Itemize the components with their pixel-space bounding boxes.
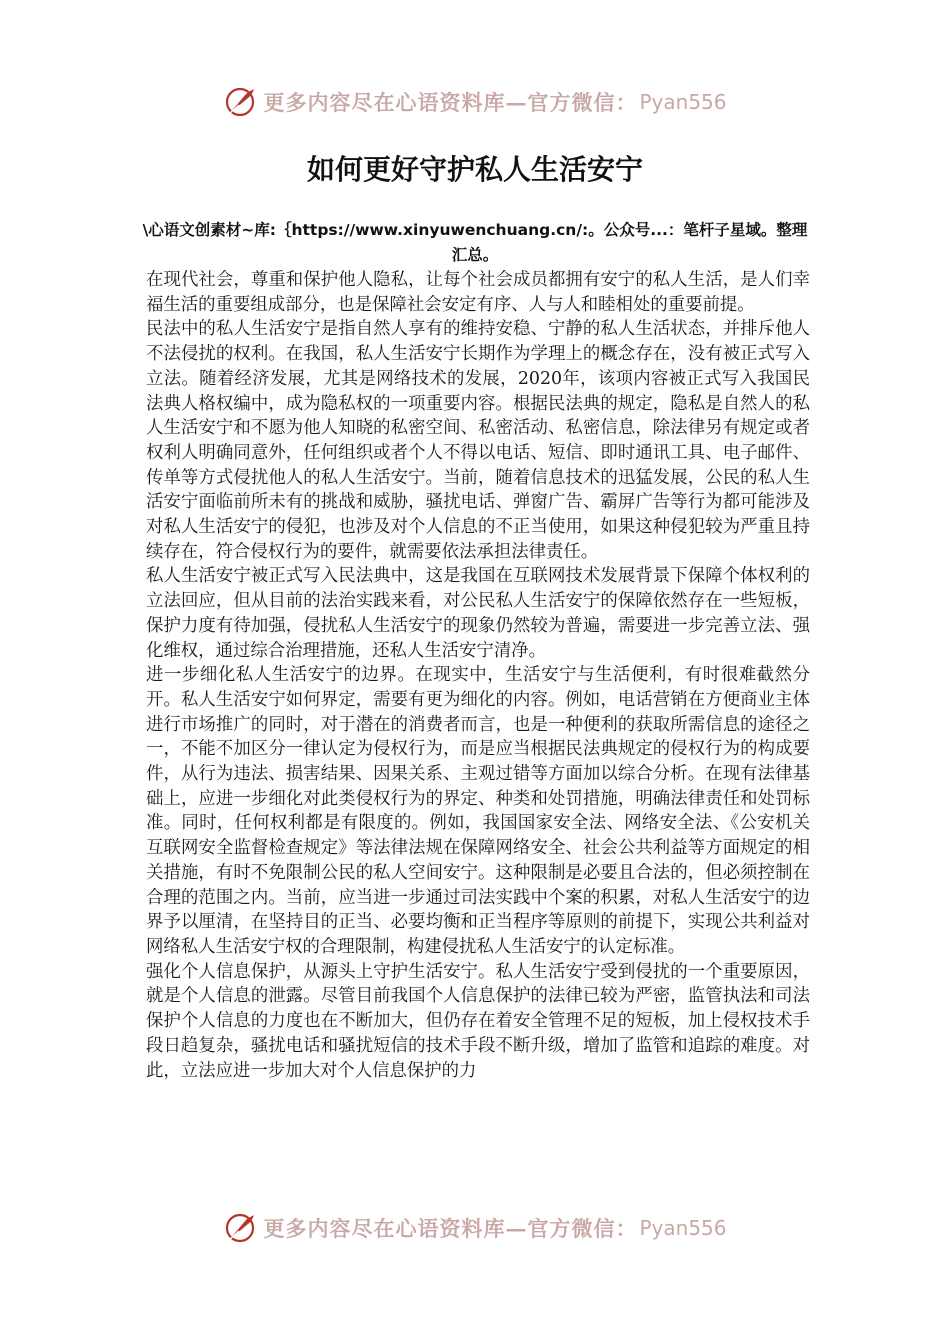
paragraph: 民法中的私人生活安宁是指自然人享有的维持安稳、宁静的私人生活状态，并排斥他人不法侵扰的权利。在我国，私人生活安宁长期作为学理上的概念存在，没有被正式写入立法。随着经济发展，尤其是网络技术的发展，2020年，该项内容被正式写入我国民法典人格权编中，成为隐私权的一项重要内容。根据民法典的规定，隐私是自然人的私人生活安宁和不愿为他人知晓的私密空间、私密活动、私密信息，除法律另有规定或者权利人明确同意外，任何组织或者个人不得以电话、短信、即时通讯工具、电子邮件、传单等方式侵扰他人的私人生活安宁。当前，随着信息技术的迅猛发展，公民的私人生活安宁面临前所未有的挑战和威胁，骚扰电话、弹窗广告、霸屏广告等行为都可能涉及对私人生活安宁的侵犯，也涉及对个人信息的不正当使用，如果这种侵犯较为严重且持续存在，符合侵权行为的要件，就需要依法承担法律责任。 <box>146 319 810 562</box>
paragraph: 在现代社会，尊重和保护他人隐私，让每个社会成员都拥有安宁的私人生活，是人们幸福生活的重要组成部分，也是保障社会安定有序、人与人和睦相处的重要前提。 <box>146 270 810 315</box>
banner-text: 更多内容尽在心语资料库—官方微信： <box>263 1216 638 1241</box>
paragraph: 进一步细化私人生活安宁的边界。在现实中，生活安宁与生活便利，有时很难截然分开。私人生活安宁如何界定，需要有更为细化的内容。例如，电话营销在方便商业主体进行市场推广的同时，对于潜在的消费者而言，也是一种便利的获取所需信息的途径之一，不能不加区分一律认定为侵权行为，而是应当根据民法典规定的侵权行为的构成要件，从行为违法、损害结果、因果关系、主观过错等方面加以综合分析。在现有法律基础上，应进一步细化对此类侵权行为的界定、种类和处罚措施，明确法律责任和处罚标准。同时，任何权利都是有限度的。例如，我国国家安全法、网络安全法、《公安机关互联网安全监督检查规定》等法律法规在保障网络安全、社会公共利益等方面规定的相关措施，有时不免限制公民的私人空间安宁。这种限制是必要且合法的，但必须控制在合理的范围之内。当前，应当进一步通过司法实践中个案的积累，对私人生活安宁的边界予以厘清，在坚持目的正当、必要均衡和正当程序等原则的前提下，实现公共利益对网络私人生活安宁权的合理限制，构建侵扰私人生活安宁的认定标准。 <box>146 665 810 957</box>
source-line: \心语文创素材~库:｛https://www.xinyuwenchuang.cn/:。公众号...：笔杆子星域。整理汇总。 <box>142 221 808 264</box>
header-watermark-banner <box>0 80 950 124</box>
quill-logo-icon <box>223 1211 257 1245</box>
page-title: 如何更好守护私人生活安宁 <box>306 153 643 186</box>
paragraph: 私人生活安宁被正式写入民法典中，这是我国在互联网技术发展背景下保障个体权利的立法回应，但从目前的法治实践来看，对公民私人生活安宁的保障依然存在一些短板，保护力度有待加强，侵扰私人生活安宁的现象仍然较为普遍，需要进一步完善立法、强化维权，通过综合治理措施，还私人生活安宁清净。 <box>146 566 810 661</box>
footer-watermark-banner <box>0 1206 950 1250</box>
banner-text: 更多内容尽在心语资料库—官方微信： <box>263 90 638 115</box>
banner-contact: Pyan556 <box>639 90 727 114</box>
paragraph: 强化个人信息保护，从源头上守护生活安宁。私人生活安宁受到侵扰的一个重要原因，就是个人信息的泄露。尽管目前我国个人信息保护的法律已较为严密，监管执法和司法保护个人信息的力度也在不断加大，但仍存在着安全管理不足的短板，加上侵权技术手段日趋复杂，骚扰电话和骚扰短信的技术手段不断升级，增加了监管和追踪的难度。对此，立法应进一步加大对个人信息保护的力 <box>146 961 810 1081</box>
article-body <box>146 268 810 1083</box>
banner-contact: Pyan556 <box>639 1216 727 1240</box>
quill-logo-icon <box>223 85 257 119</box>
